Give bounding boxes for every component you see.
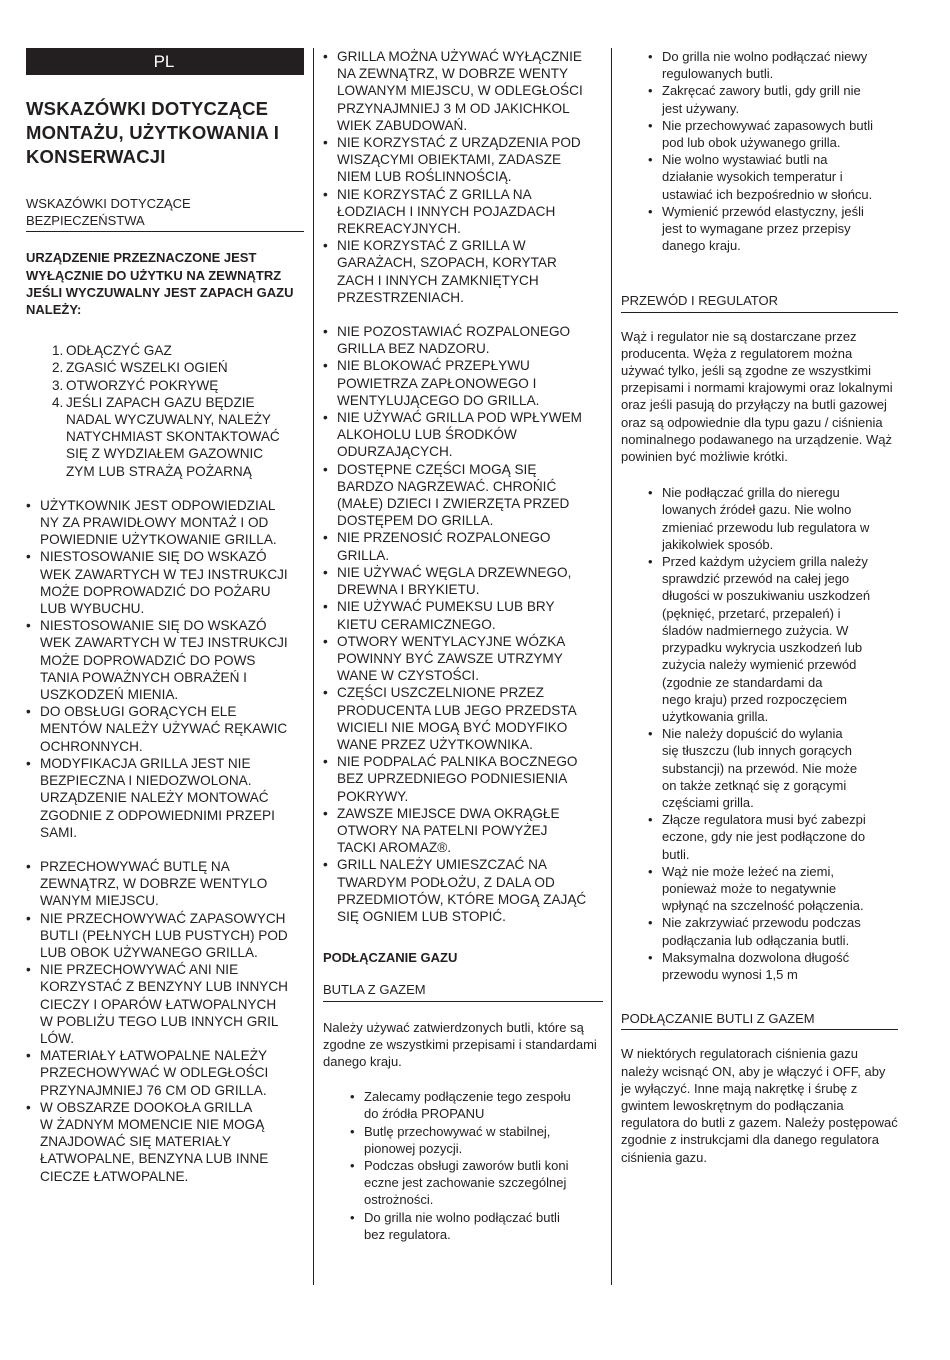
safety-list-operation [323, 323, 603, 925]
step-item: 4. JEŚLI ZAPACH GAZU BĘDZIE NADAL WYCZUWALNY, NALEŻY NATYCHMIAST SKONTAKTOWAĆ SIĘ Z WYDZIAŁEM GAZOWNIC ZYM LUB STRAŻĄ POŻARNĄ [52, 394, 280, 479]
list-item: • Nie podłączać grilla do nieregu lowanych źródeł gazu. Nie wolno zmieniać przewodu lub regulatora w jakikolwiek sposób. [648, 484, 898, 553]
list-item: • NIE PRZECHOWYWAĆ ZAPASOWYCH BUTLI (PEŁNYCH LUB PUSTYCH) POD LUB OBOK UŻYWANEGO GRILLA. [26, 910, 304, 962]
list-item: • Maksymalna dozwolona długość przewodu wynosi 1,5 m [648, 949, 898, 983]
list-item: • Wymienić przewód elastyczny, jeśli jest to wymagane przez przepisy danego kraju. [648, 203, 898, 255]
cylinder-list-continued [621, 48, 898, 254]
list-item: • Nie przechowywać zapasowych butli pod lub obok używanego grilla. [648, 117, 898, 151]
list-item: • MATERIAŁY ŁATWOPALNE NALEŻY PRZECHOWYWAĆ W ODLEGŁOŚCI PRZYNAJMNIEJ 76 CM OD GRILLA. [26, 1047, 304, 1099]
cylinder-connection-paragraph: W niektórych regulatorach ciśnienia gazu należy wcisnąć ON, aby je włączyć i OFF, aby je wyłączyć. Inne mają nakrętkę i śrubę z gwintem lewoskrętnym do podłączania regulatora do butli z gazem. Należy postępować zgodnie z instrukcjami dla danego regulatora ciśnienia gazu. [621, 1046, 898, 1165]
list-item: • Podczas obsługi zaworów butli koni eczne jest zachowanie szczególnej ostrożności. [350, 1157, 603, 1209]
column-middle [323, 48, 603, 1243]
list-item: • NIE KORZYSTAĆ Z URZĄDZENIA POD WISZĄCYMI OBIEKTAMI, ZADASZE NIEM LUB ROŚLINNOŚCIĄ. [323, 134, 603, 186]
list-item: • NIESTOSOWANIE SIĘ DO WSKAZÓ WEK ZAWARTYCH W TEJ INSTRUKCJI MOŻE DOPROWADZIĆ DO POWS TANIA POWAŻNYCH OBRAŻEŃ I USZKODZEŃ MIENIA. [26, 617, 304, 703]
list-item: • NIE UŻYWAĆ GRILLA POD WPŁYWEM ALKOHOLU LUB ŚRODKÓW ODURZAJĄCYCH. [323, 409, 603, 461]
gas-smell-warning: URZĄDZENIE PRZEZNACZONE JEST WYŁĄCZNIE DO UŻYTKU NA ZEWNĄTRZ JEŚLI WYCZUWALNY JEST ZAPACH GAZU NALEŻY: [26, 250, 294, 318]
list-item: • NIE PODPALAĆ PALNIKA BOCZNEGO BEZ UPRZEDNIEGO PODNIESIENIA POKRYWY. [323, 753, 603, 805]
safety-list-general [26, 497, 304, 841]
gas-cylinder-list [323, 1088, 603, 1243]
hose-regulator-paragraph: Wąż i regulator nie są dostarczane przez producenta. Węża z regulatorem można używać tylko, jeśli są zgodne ze wszystkimi przepisami i normami krajowymi oraz lokalnymi oraz jeśli pasują do przyłączy na butli gazowej oraz są odpowiednie dla typu gazu / ciśnienia nominalnego podawanego na urządzenie. Wąż powinien być możliwie krótki. [621, 328, 893, 465]
list-item: • PRZECHOWYWAĆ BUTLĘ NA ZEWNĄTRZ, W DOBRZE WENTYLO WANYM MIEJSCU. [26, 858, 304, 910]
list-item: • GRILLA MOŻNA UŻYWAĆ WYŁĄCZNIE NA ZEWNĄTRZ, W DOBRZE WENTY LOWANYM MIEJSCU, W ODLEGŁOŚCI PRZYNAJMNIEJ 3 M OD JAKICHKOL WIEK ZABUDOWAŃ. [323, 48, 603, 134]
list-item: • NIE PRZECHOWYWAĆ ANI NIE KORZYSTAĆ Z BENZYNY LUB INNYCH CIECZY I OPARÓW ŁATWOPALNYCH W POBLIŻU TEGO LUB INNYCH GRIL LÓW. [26, 961, 304, 1047]
list-item: • CZĘŚCI USZCZELNIONE PRZEZ PRODUCENTA LUB JEGO PRZEDSTA WICIELI NIE MOGĄ BYĆ MODYFIKO WANE PRZEZ UŻYTKOWNIKA. [323, 684, 603, 753]
list-item: • NIE POZOSTAWIAĆ ROZPALONEGO GRILLA BEZ NADZORU. [323, 323, 603, 357]
list-item: • Nie zakrzywiać przewodu podczas podłączania lub odłączania butli. [648, 914, 898, 948]
step-item: 1. ODŁĄCZYĆ GAZ [52, 343, 172, 359]
gas-connection-heading: PODŁĄCZANIE GAZU [323, 950, 458, 966]
hose-regulator-list [621, 484, 898, 983]
column-divider [611, 48, 612, 1285]
safety-list-storage [26, 858, 304, 1185]
page-title: WSKAZÓWKI DOTYCZĄCE MONTAŻU, UŻYTKOWANIA I KONSERWACJI [26, 98, 280, 167]
step-item: 3. OTWORZYĆ POKRYWĘ [52, 377, 219, 393]
step-item: 2. ZGASIĆ WSZELKI OGIEŃ [52, 360, 228, 376]
safety-list-location [323, 48, 603, 306]
list-item: • OTWORY WENTYLACYJNE WÓZKA POWINNY BYĆ ZAWSZE UTRZYMY WANE W CZYSTOŚCI. [323, 633, 603, 685]
list-item: • Przed każdym użyciem grilla należy sprawdzić przewód na całej jego długości w poszukiwaniu uszkodzeń (pęknięć, przetarć, przepaleń) i śladów nadmiernego zużycia. W przypadku wykrycia uszkodzeń lub zużycia należy wymienić przewód (zgodnie ze standardami da nego kraju) przed rozpoczęciem użytkowania grilla. [648, 553, 898, 725]
list-item: • NIE KORZYSTAĆ Z GRILLA W GARAŻACH, SZOPACH, KORYTAR ZACH I INNYCH ZAMKNIĘTYCH PRZESTRZENIACH. [323, 237, 603, 306]
list-item: • DOSTĘPNE CZĘŚCI MOGĄ SIĘ BARDZO NAGRZEWAĆ. CHROŃIĆ (MAŁE) DZIECI I ZWIERZĘTA PRZED DOSTĘPEM DO GRILLA. [323, 461, 603, 530]
hose-regulator-heading: PRZEWÓD I REGULATOR [621, 292, 898, 312]
list-item: • Wąż nie może leżeć na ziemi, ponieważ może to negatywnie wpłynąć na szczelność połączenia. [648, 863, 898, 915]
list-item: • Butlę przechowywać w stabilnej, pionowej pozycji. [350, 1123, 603, 1157]
list-item: • W OBSZARZE DOOKOŁA GRILLA W ŻADNYM MOMENCIE NIE MOGĄ ZNAJDOWAĆ SIĘ MATERIAŁY ŁATWOPALNE, BENZYNA LUB INNE CIECZE ŁATWOPALNE. [26, 1099, 304, 1185]
list-item: • NIE UŻYWAĆ WĘGLA DRZEWNEGO, DREWNA I BRYKIETU. [323, 564, 603, 598]
column-divider [313, 48, 314, 1285]
list-item: • Zakręcać zawory butli, gdy grill nie jest używany. [648, 82, 898, 116]
list-item: • DO OBSŁUGI GORĄCYCH ELE MENTÓW NALEŻY UŻYWAĆ RĘKAWIC OCHRONNYCH. [26, 703, 304, 755]
list-item: • GRILL NALEŻY UMIESZCZAĆ NA TWARDYM PODŁOŻU, Z DALA OD PRZEDMIOTÓW, KTÓRE MOGĄ ZAJĄĆ SIĘ OGNIEM LUB STOPIĆ. [323, 856, 603, 925]
gas-cylinder-heading: BUTLA Z GAZEM [323, 981, 603, 1001]
list-item: • NIE BLOKOWAĆ PRZEPŁYWU POWIETRZA ZAPŁONOWEGO I WENTYLUJĄCEGO DO GRILLA. [323, 357, 603, 409]
safety-heading: WSKAZÓWKI DOTYCZĄCE BEZPIECZEŃSTWA [26, 195, 304, 232]
cylinder-connection-heading: PODŁĄCZANIE BUTLI Z GAZEM [621, 1010, 898, 1030]
gas-smell-steps [26, 342, 304, 480]
list-item: • NIE KORZYSTAĆ Z GRILLA NA ŁODZIACH I INNYCH POJAZDACH REKREACYJNYCH. [323, 186, 603, 238]
list-item: • Nie wolno wystawiać butli na działanie wysokich temperatur i ustawiać ich bezpośrednio w słońcu. [648, 151, 898, 203]
list-item: • MODYFIKACJA GRILLA JEST NIE BEZPIECZNA I NIEDOZWOLONA. URZĄDZENIE NALEŻY MONTOWAĆ ZGODNIE Z ODPOWIEDNIMI PRZEPI SAMI. [26, 755, 304, 841]
list-item: • Nie należy dopuścić do wylania się tłuszczu (lub innych gorących substancji) na przewód. Nie może on także zetknąć się z gorącymi częściami grilla. [648, 725, 898, 811]
language-tab: PL [26, 48, 304, 75]
list-item: • Do grilla nie wolno podłączać butli bez regulatora. [350, 1209, 603, 1243]
list-item: • NIE UŻYWAĆ PUMEKSU LUB BRY KIETU CERAMICZNEGO. [323, 598, 603, 632]
list-item: • UŻYTKOWNIK JEST ODPOWIEDZIAL NY ZA PRAWIDŁOWY MONTAŻ I OD POWIEDNIE UŻYTKOWANIE GRILLA. [26, 497, 304, 549]
list-item: • Do grilla nie wolno podłączać niewy regulowanych butli. [648, 48, 898, 82]
column-right [621, 48, 898, 1166]
list-item: • NIE PRZENOSIĆ ROZPALONEGO GRILLA. [323, 529, 603, 563]
list-item: • NIESTOSOWANIE SIĘ DO WSKAZÓ WEK ZAWARTYCH W TEJ INSTRUKCJI MOŻE DOPROWADZIĆ DO POŻARU LUB WYBUCHU. [26, 548, 304, 617]
column-left [26, 48, 304, 1185]
list-item: • Zalecamy podłączenie tego zespołu do źródła PROPANU [350, 1088, 603, 1122]
list-item: • ZAWSZE MIEJSCE DWA OKRĄGŁE OTWORY NA PATELNI POWYŻEJ TACKI AROMAZ®. [323, 805, 603, 857]
gas-cylinder-paragraph: Należy używać zatwierdzonych butli, które są zgodne ze wszystkimi przepisami i standardami danego kraju. [323, 1019, 597, 1069]
list-item: • Złącze regulatora musi być zabezpi eczone, gdy nie jest podłączone do butli. [648, 811, 898, 863]
